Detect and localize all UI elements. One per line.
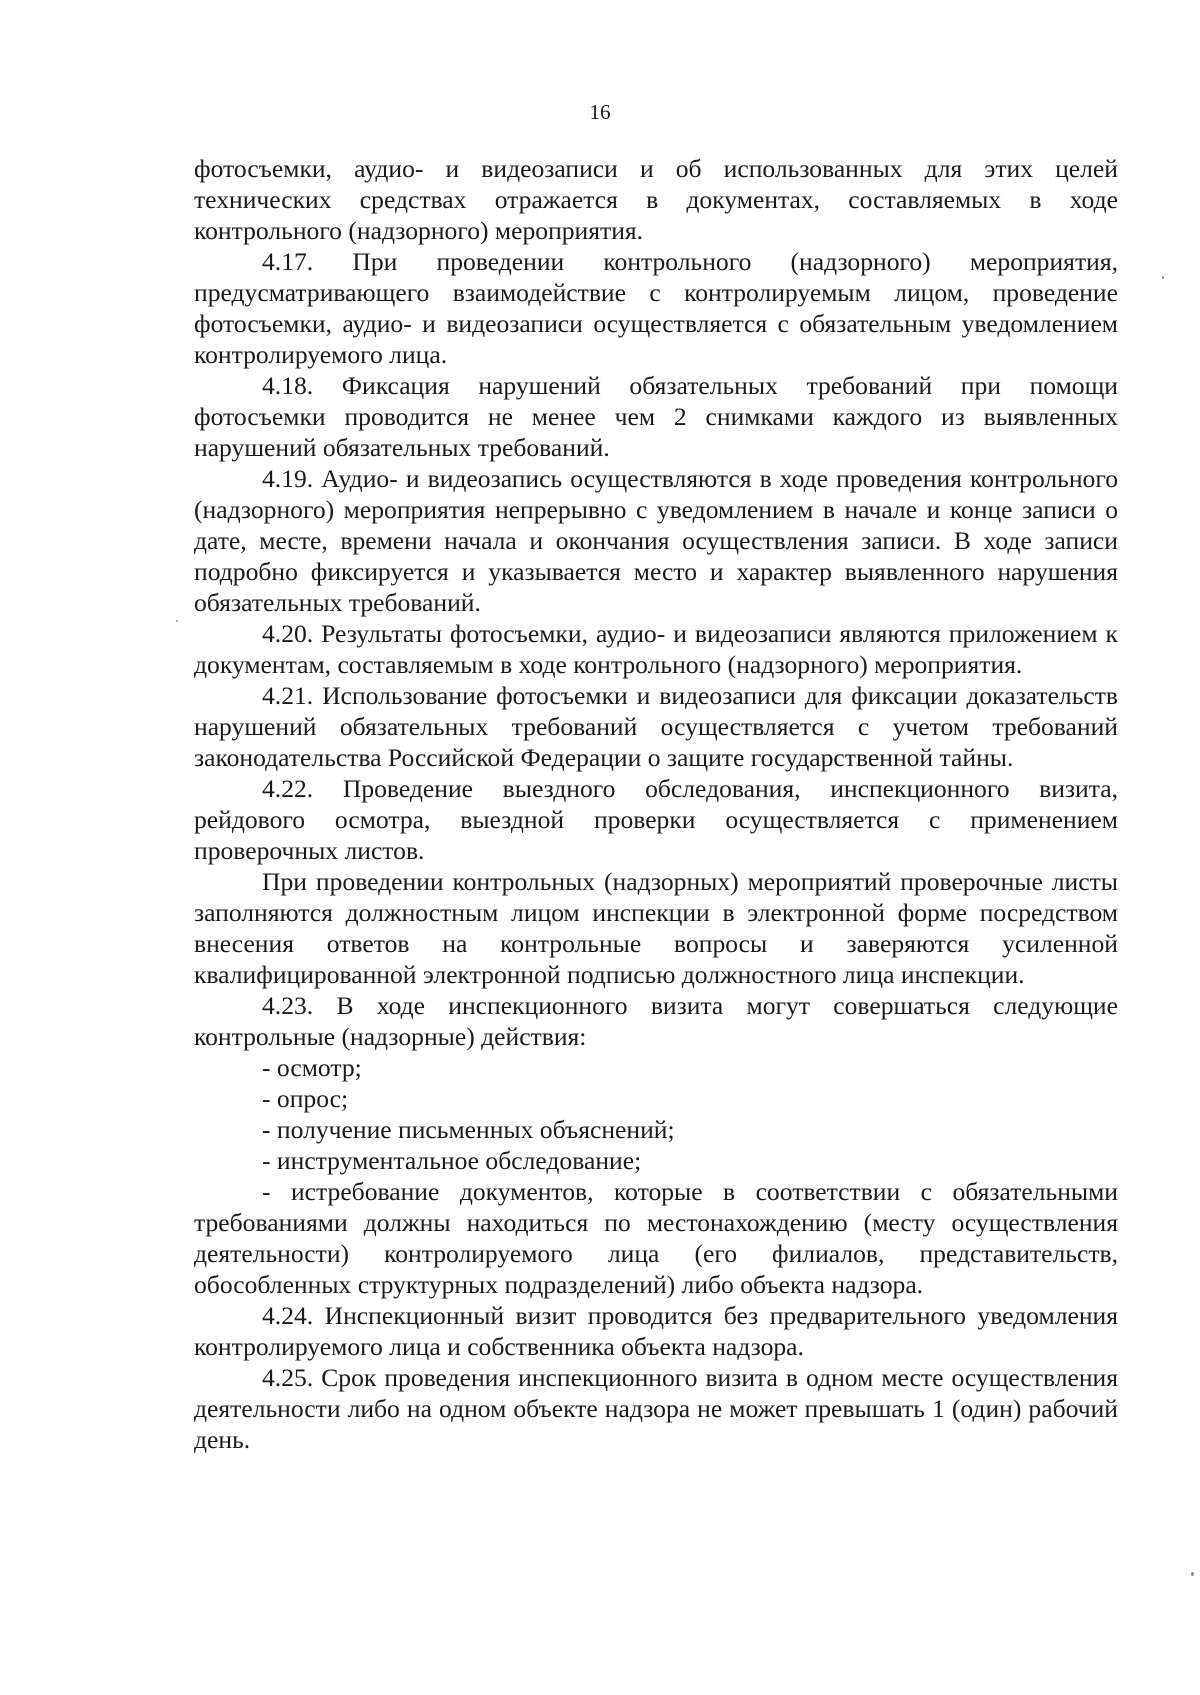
list-item-instrumental-examination: - инструментальное обследование; xyxy=(262,1146,642,1175)
paragraph-4-25: 4.25. Срок проведения инспекционного визита в одном месте осуществления деятельности либо на одном объекте надзора не может превышать 1 (один) рабочий день. xyxy=(194,1363,1118,1454)
paragraph-4-20: 4.20. Результаты фотосъемки, аудио- и видеозаписи являются приложением к документам, составляемым в ходе контрольного (надзорного) мероприятия. xyxy=(194,619,1118,679)
paragraph-checklists: При проведении контрольных (надзорных) мероприятий проверочные листы заполняются должностным лицом инспекции в электронной форме посредством внесения ответов на контрольные вопросы и заверяются усиленной квалифицированной электронной подписью должностного лица инспекции. xyxy=(194,867,1118,989)
paragraph-continuation: фотосъемки, аудио- и видеозаписи и об использованных для этих целей технических средствах отражается в документах, составляемых в ходе контрольного (надзорного) мероприятия. xyxy=(194,154,1118,245)
scan-speck xyxy=(176,620,178,622)
document-body xyxy=(194,153,1118,1455)
scan-speck xyxy=(1191,1572,1194,1576)
list-item-inspection: - осмотр; xyxy=(262,1053,362,1082)
paragraph-4-24: 4.24. Инспекционный визит проводится без предварительного уведомления контролируемого лица и собственника объекта надзора. xyxy=(194,1301,1118,1361)
scan-speck xyxy=(1162,276,1164,279)
paragraph-4-22: 4.22. Проведение выездного обследования, инспекционного визита, рейдового осмотра, выездной проверки осуществляется с применением проверочных листов. xyxy=(194,774,1118,865)
list-item-written-explanations: - получение письменных объяснений; xyxy=(262,1115,675,1144)
paragraph-4-18: 4.18. Фиксация нарушений обязательных требований при помощи фотосъемки проводится не менее чем 2 снимками каждого из выявленных нарушений обязательных требований. xyxy=(194,371,1118,462)
list-item-document-request: - истребование документов, которые в соответствии с обязательными требованиями должны находиться по местонахождению (месту осуществления деятельности) контролируемого лица (его филиалов, представительств, обособленных структурных подразделений) либо объекта надзора. xyxy=(194,1177,1118,1299)
paragraph-4-19: 4.19. Аудио- и видеозапись осуществляются в ходе проведения контрольного (надзорного) мероприятия непрерывно с уведомлением в начале и конце записи о дате, месте, времени начала и окончания осуществления записи. В ходе записи подробно фиксируется и указывается место и характер выявленного нарушения обязательных требований. xyxy=(194,464,1118,617)
list-item-interview: - опрос; xyxy=(262,1084,349,1113)
page-number: 16 xyxy=(589,100,611,124)
paragraph-4-17: 4.17. При проведении контрольного (надзорного) мероприятия, предусматривающего взаимодействие с контролируемым лицом, проведение фотосъемки, аудио- и видеозаписи осуществляется с обязательным уведомлением контролируемого лица. xyxy=(194,247,1118,369)
paragraph-4-21: 4.21. Использование фотосъемки и видеозаписи для фиксации доказательств нарушений обязательных требований осуществляется с учетом требований законодательства Российской Федерации о защите государственной тайны. xyxy=(194,681,1118,772)
paragraph-4-23: 4.23. В ходе инспекционного визита могут совершаться следующие контрольные (надзорные) действия: xyxy=(194,991,1118,1051)
